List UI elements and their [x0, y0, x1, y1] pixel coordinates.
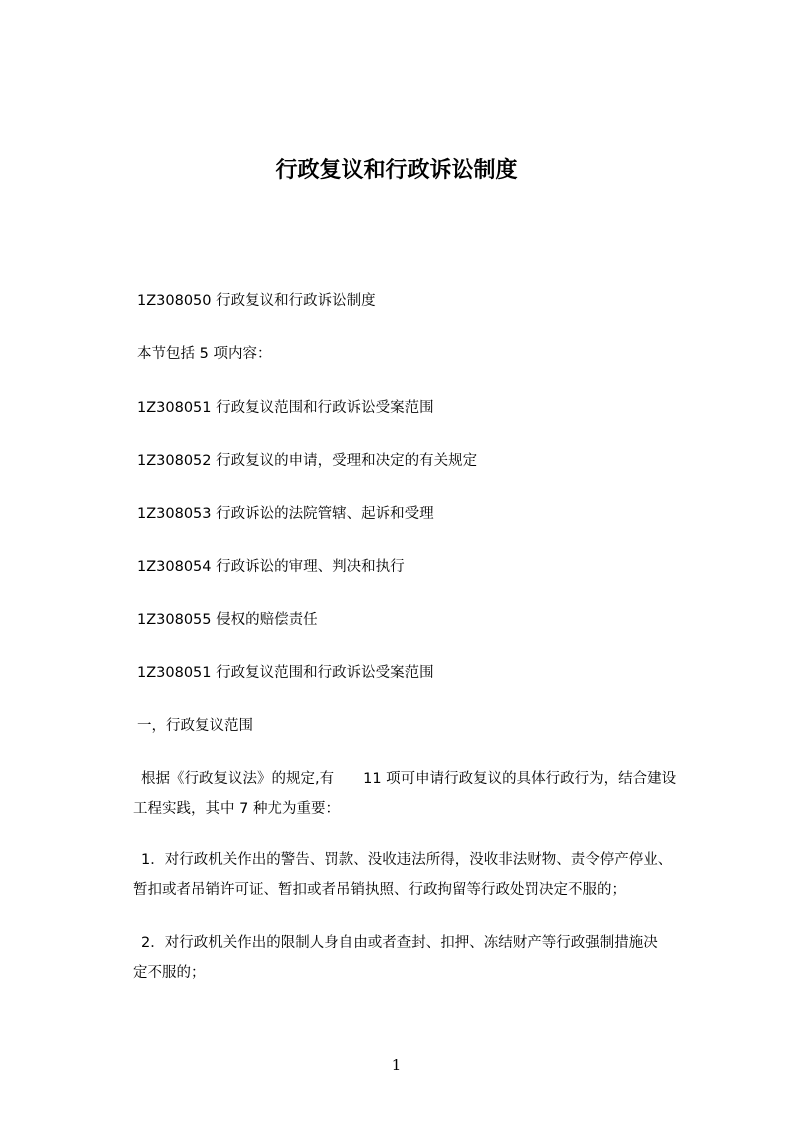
content-item-3: 1Z308053 行政诉讼的法院管辖、起诉和受理 [137, 506, 434, 522]
paragraph-item-1 [133, 845, 727, 905]
page-number: 1 [391, 1056, 402, 1074]
paragraph-line: 2．对行政机关作出的限制人身自由或者查封、扣押、冻结财产等行政强制措施决 [141, 935, 658, 951]
section-heading: 1Z308050 行政复议和行政诉讼制度 [137, 293, 376, 309]
paragraph-intro [133, 764, 727, 824]
paragraph-line: 工程实践，其中 7 种尤为重要： [133, 801, 340, 817]
paragraph-line: 暂扣或者吊销许可证、暂扣或者吊销执照、行政拘留等行政处罚决定不服的； [133, 882, 626, 898]
section-intro: 本节包括 5 项内容： [137, 346, 272, 362]
paragraph-line: 1．对行政机关作出的警告、罚款、没收违法所得，没收非法财物、责令停产停业、 [141, 852, 673, 868]
content-item-2: 1Z308052 行政复议的申请，受理和决定的有关规定 [137, 453, 478, 469]
page-title: 行政复议和行政诉讼制度 [275, 157, 518, 183]
paragraph-line: 定不服的； [133, 965, 206, 981]
paragraph-line: 根据《行政复议法》的规定,有 11 项可申请行政复议的具体行政行为，结合建设 [141, 771, 677, 787]
subsection-heading: 1Z308051 行政复议范围和行政诉讼受案范围 [137, 665, 434, 681]
content-item-5: 1Z308055 侵权的赔偿责任 [137, 612, 318, 628]
part-heading: 一，行政复议范围 [137, 718, 253, 734]
paragraph-item-2 [133, 928, 727, 988]
content-item-1: 1Z308051 行政复议范围和行政诉讼受案范围 [137, 400, 434, 416]
content-item-4: 1Z308054 行政诉讼的审理、判决和执行 [137, 559, 405, 575]
